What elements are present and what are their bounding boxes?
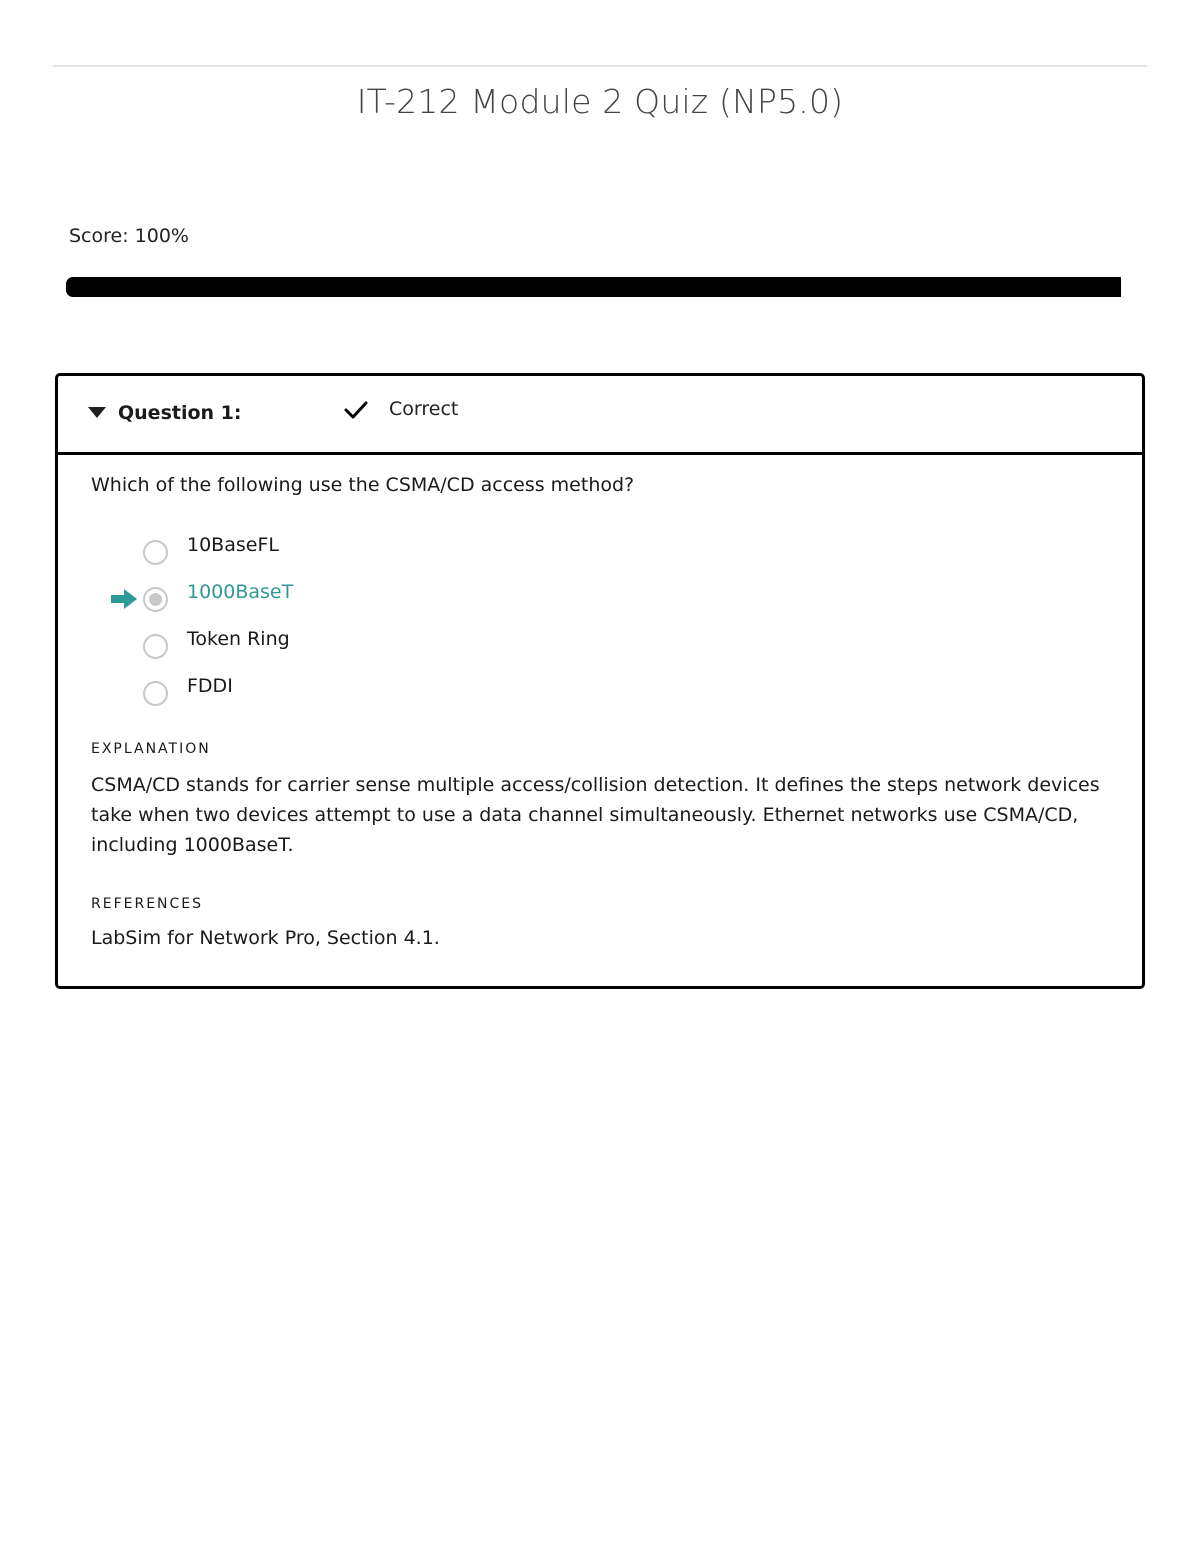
- answer-option[interactable]: [58, 534, 558, 574]
- caret-down-icon[interactable]: [88, 407, 106, 418]
- arrow-right-icon: [110, 588, 138, 610]
- answer-label: FDDI: [187, 675, 233, 697]
- explanation-heading: EXPLANATION: [91, 741, 211, 757]
- question-status: Correct: [389, 398, 459, 420]
- explanation-text: CSMA/CD stands for carrier sense multiple access/collision detection. It defines the steps network devices take when two devices attempt to use a data channel simultaneously. Ethernet networks use CSMA/CD, including 1000BaseT.: [91, 774, 1100, 856]
- answer-label-selected: 1000BaseT: [187, 581, 294, 603]
- answer-option[interactable]: [58, 675, 558, 715]
- page-title: IT-212 Module 2 Quiz (NP5.0): [356, 82, 844, 121]
- answer-radio[interactable]: [143, 681, 168, 706]
- question-prompt: Which of the following use the CSMA/CD access method?: [91, 474, 635, 496]
- question-number: Question 1:: [118, 402, 242, 424]
- answer-option[interactable]: [58, 581, 558, 621]
- question-header[interactable]: [58, 376, 1142, 455]
- answer-label: 10BaseFL: [187, 534, 279, 556]
- score-progress-bar: [66, 277, 1121, 297]
- answer-label: Token Ring: [187, 628, 290, 650]
- answer-radio[interactable]: [143, 540, 168, 565]
- reference-text: LabSim for Network Pro, Section 4.1.: [91, 927, 440, 949]
- answer-radio[interactable]: [143, 634, 168, 659]
- check-icon: [344, 400, 368, 420]
- references-heading: REFERENCES: [91, 896, 204, 912]
- question-card: [55, 373, 1145, 989]
- top-divider: [53, 65, 1147, 67]
- answer-option[interactable]: [58, 628, 558, 668]
- score-label: Score: 100%: [69, 225, 189, 247]
- score-progress-fill: [66, 277, 1121, 297]
- answer-radio-selected[interactable]: [143, 587, 168, 612]
